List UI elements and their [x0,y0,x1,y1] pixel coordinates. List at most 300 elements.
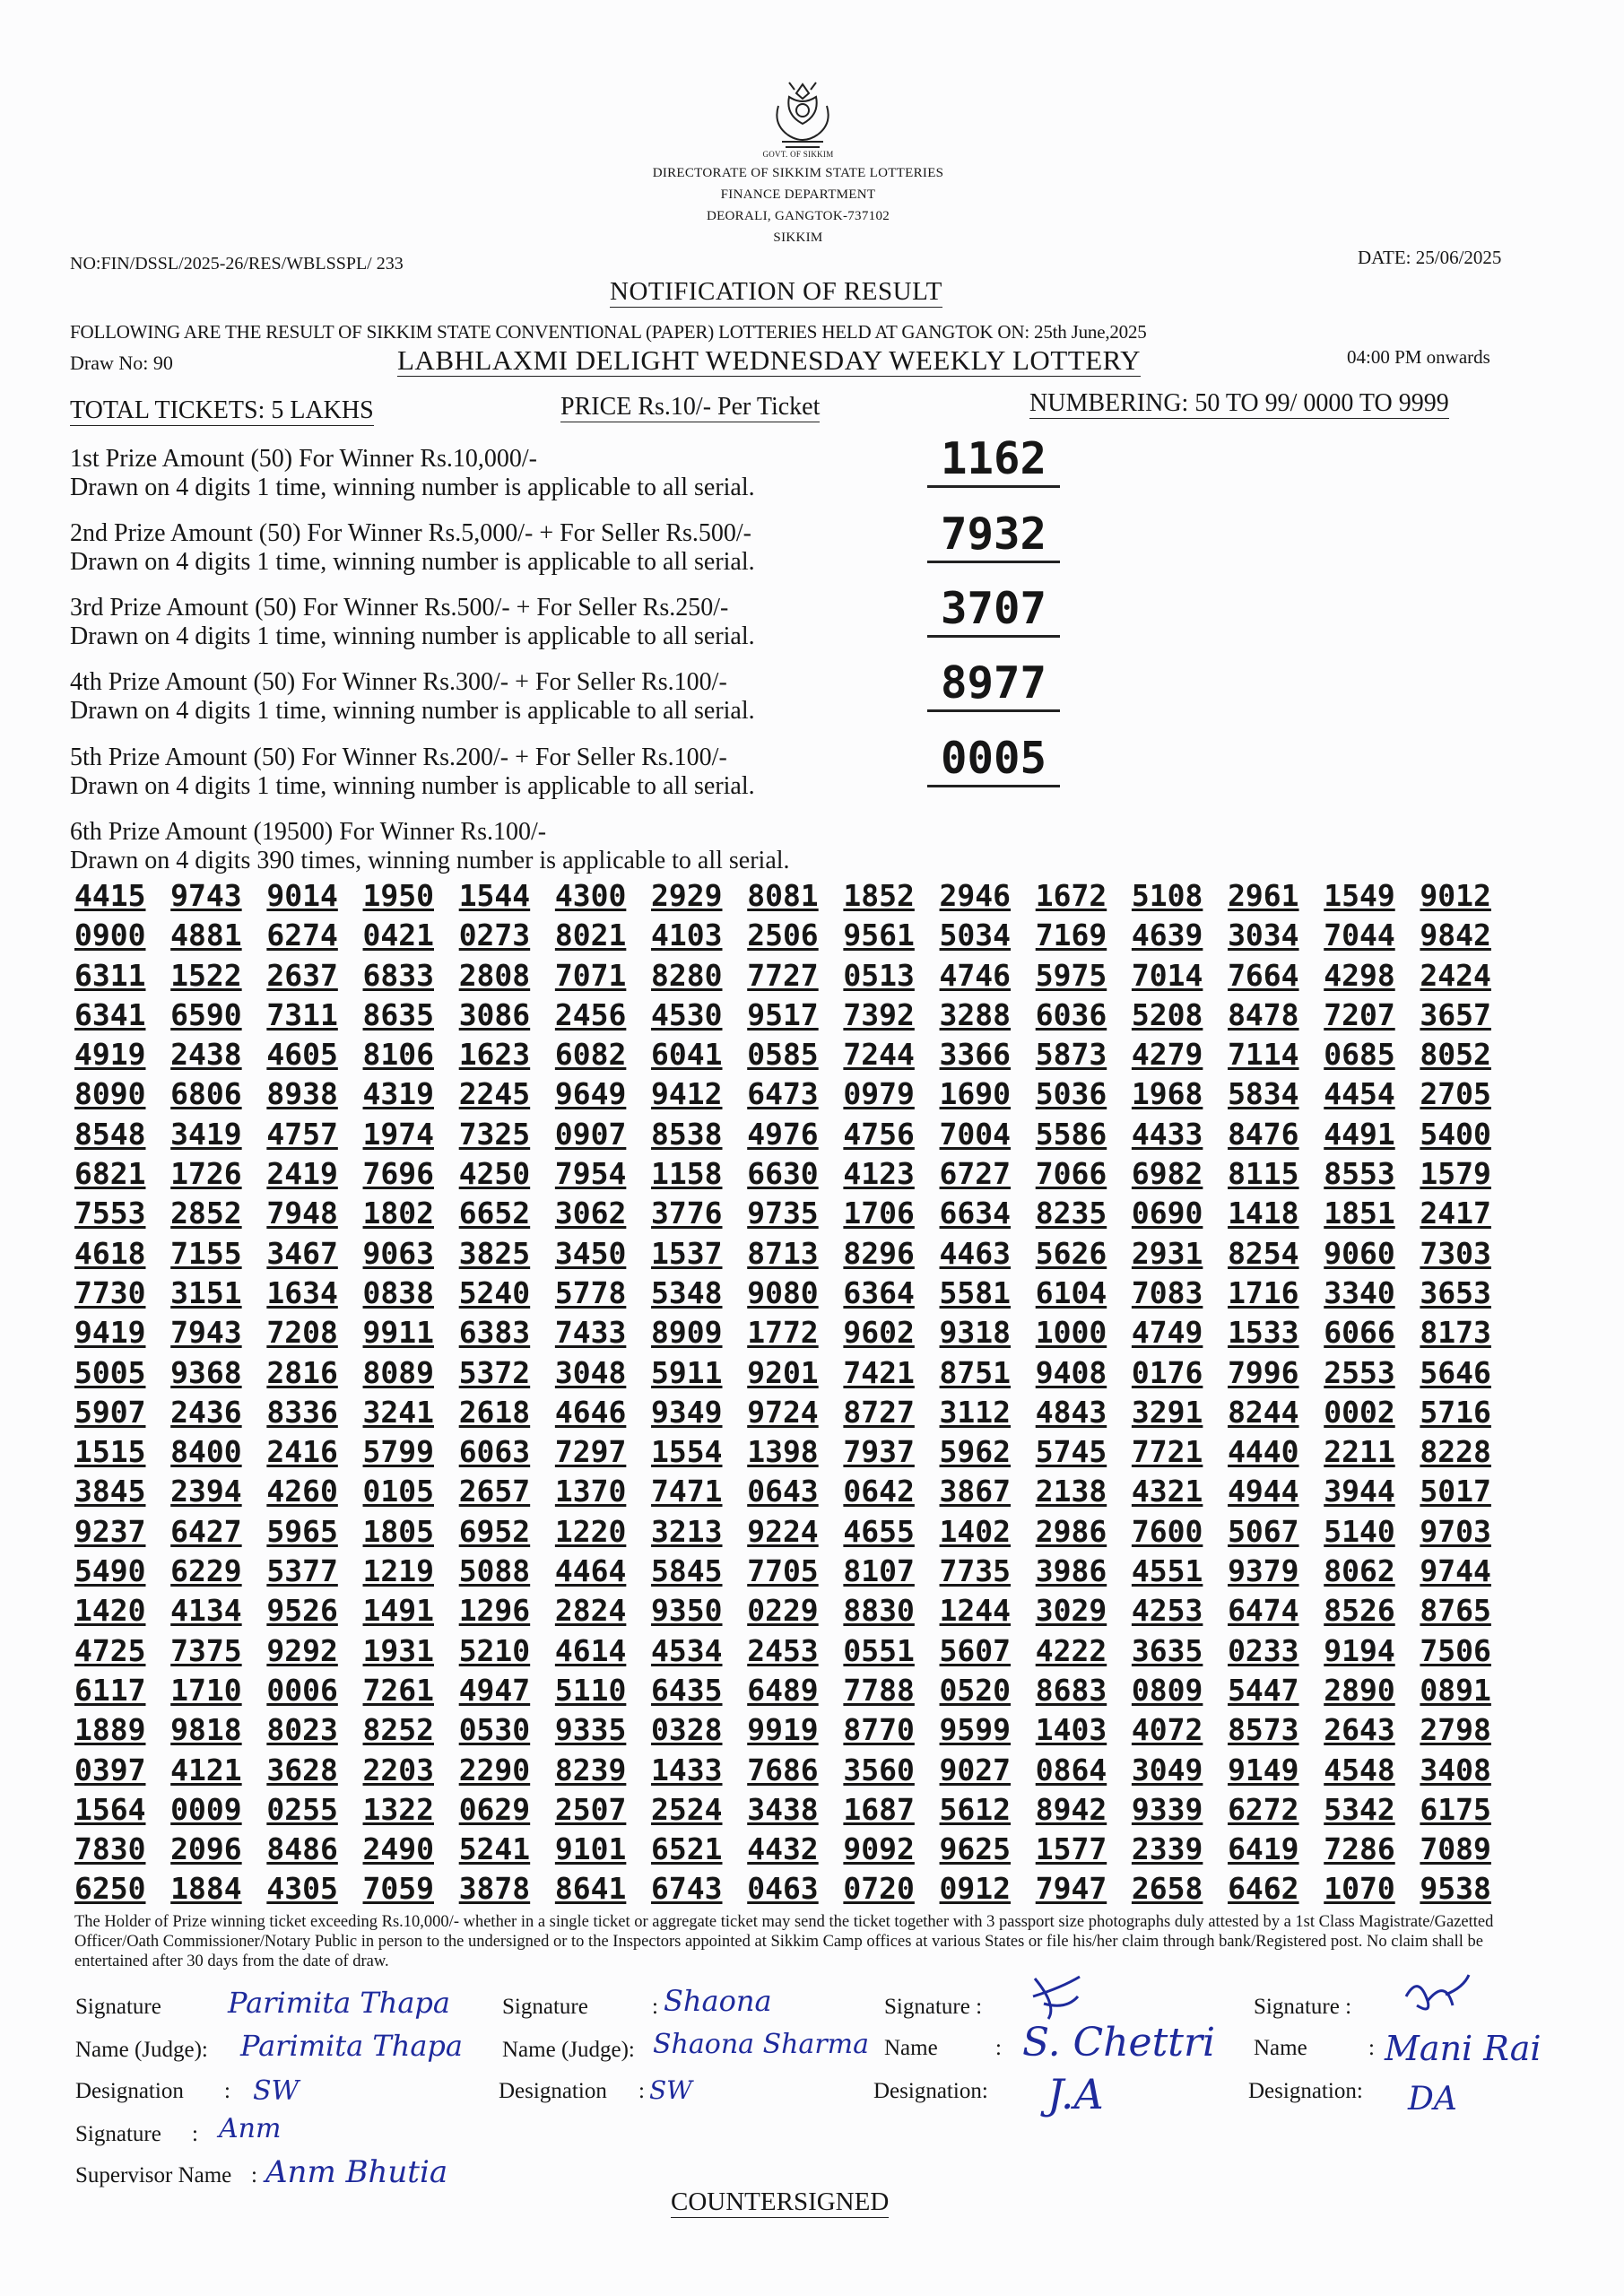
winning-number: 9292 [266,1632,338,1668]
winning-number: 6806 [170,1076,242,1112]
winning-number: 1634 [266,1274,338,1310]
winning-number: 6063 [458,1434,531,1470]
winning-number: 5447 [1228,1672,1299,1708]
prize-1-description: 1st Prize Amount (50) For Winner Rs.10,000/- Drawn on 4 digits 1 time, winning number is applicable to all serial. [70,445,755,501]
winning-number: 1974 [362,1116,434,1152]
winning-number: 0891 [1420,1672,1491,1708]
winning-number: 5208 [1131,996,1203,1032]
winning-number: 6473 [747,1076,819,1112]
winning-number: 2658 [1131,1871,1203,1907]
prize-4-description: 4th Prize Amount (50) For Winner Rs.300/- + For Seller Rs.100/- Drawn on 4 digits 1 time, winning number is applicable to all serial. [70,668,755,725]
winning-number: 0229 [747,1593,819,1629]
winning-number: 4253 [1131,1593,1203,1629]
winning-number: 0328 [651,1712,723,1748]
winning-number: 8228 [1420,1434,1491,1470]
winning-number: 9602 [843,1315,915,1351]
number-grid-row [74,1237,1491,1276]
number-grid-row [74,1554,1491,1594]
winning-number: 7261 [362,1672,434,1708]
winning-number: 2417 [1420,1196,1491,1231]
winning-number: 3560 [843,1752,915,1787]
winning-number: 1710 [170,1672,242,1708]
winning-number: 7705 [747,1553,819,1589]
winning-number: 1544 [458,878,531,913]
notification-date: DATE: 25/06/2025 [1358,247,1502,268]
winning-number: 6066 [1324,1315,1395,1351]
winning-number: 7553 [74,1196,146,1231]
winning-number: 8052 [1420,1037,1491,1073]
winning-number: 8081 [747,878,819,913]
winning-number: 0513 [843,957,915,993]
winning-number: 8641 [554,1871,627,1907]
header-govt: GOVT. OF SIKKIM [762,150,834,159]
winning-number: 1420 [74,1593,146,1629]
winning-number: 8254 [1228,1235,1299,1271]
winning-number: 1672 [1035,878,1107,913]
winning-number: 2290 [458,1752,531,1787]
winning-number: 9744 [1420,1553,1491,1589]
number-grid-row [74,1832,1491,1872]
winning-number: 5716 [1420,1394,1491,1430]
winning-number: 5036 [1035,1076,1107,1112]
number-grid-row [74,1038,1491,1077]
winning-number: 6419 [1228,1831,1299,1867]
winning-number: 1564 [74,1791,146,1827]
winning-number: 8021 [554,918,627,953]
winning-number: 0907 [554,1116,627,1152]
winning-number: 1889 [74,1712,146,1748]
winning-number: 6474 [1228,1593,1299,1629]
winning-number: 4749 [1131,1315,1203,1351]
winning-number: 7730 [74,1274,146,1310]
notification-title: NOTIFICATION OF RESULT [610,277,942,306]
winning-number: 5377 [266,1553,338,1589]
winning-number: 7207 [1324,996,1395,1032]
winning-number: 1515 [74,1434,146,1470]
winning-number: 3867 [939,1474,1012,1509]
number-grid-row [74,918,1491,958]
winning-number: 8239 [554,1752,627,1787]
number-grid-row [74,1077,1491,1117]
winning-number: 4250 [458,1156,531,1192]
number-grid-row [74,1356,1491,1396]
ticket-numbering: NUMBERING: 50 TO 99/ 0000 TO 9999 [1029,389,1449,417]
winning-number: 1884 [170,1871,242,1907]
winning-number: 3986 [1035,1553,1107,1589]
winning-number: 5845 [651,1553,723,1589]
number-grid-row [74,1753,1491,1793]
winning-number: 6435 [651,1672,723,1708]
header-directorate: DIRECTORATE OF SIKKIM STATE LOTTERIES [652,166,944,180]
winning-number: 3450 [554,1235,627,1271]
winning-number: 6982 [1131,1156,1203,1192]
winning-number: 4530 [651,996,723,1032]
winning-number: 3048 [554,1354,627,1390]
winning-number: 5581 [939,1274,1012,1310]
winning-number: 1549 [1324,878,1395,913]
winning-number: 8296 [843,1235,915,1271]
winning-number: 2890 [1324,1672,1395,1708]
signature-label-2: Signature [502,1995,588,2019]
winning-number: 4947 [458,1672,531,1708]
winning-number: 7996 [1228,1354,1299,1390]
winning-number: 5907 [74,1394,146,1430]
designation-colon-1: : [224,2079,230,2103]
winning-number: 1852 [843,878,915,913]
winning-number: 1950 [362,878,434,913]
winning-number: 7083 [1131,1274,1203,1310]
total-tickets: TOTAL TICKETS: 5 LAKHS [70,396,374,424]
winning-number: 7325 [458,1116,531,1152]
winning-number: 9335 [554,1712,627,1748]
prize-2-description: 2nd Prize Amount (50) For Winner Rs.5,000/- + For Seller Rs.500/- Drawn on 4 digits 1 time, winning number is applicable to all serial. [70,519,755,576]
winning-number: 3034 [1228,918,1299,953]
winning-number: 5342 [1324,1791,1395,1827]
prize-2-number: 7932 [927,509,1060,563]
winning-number: 8553 [1324,1156,1395,1192]
winning-number: 1690 [939,1076,1012,1112]
winning-number: 3029 [1035,1593,1107,1629]
winning-number: 8336 [266,1394,338,1430]
winning-number: 8526 [1324,1593,1395,1629]
winning-number: 0720 [843,1871,915,1907]
winning-number: 1522 [170,957,242,993]
reference-number: NO:FIN/DSSL/2025-26/RES/WBLSSPL/ 233 [70,254,404,274]
winning-number: 0009 [170,1791,242,1827]
winning-number: 8942 [1035,1791,1107,1827]
winning-number: 6821 [74,1156,146,1192]
winning-number: 4432 [747,1831,819,1867]
number-grid-row [74,1872,1491,1911]
winning-number: 9379 [1228,1553,1299,1589]
winning-number: 6952 [458,1513,531,1549]
number-grid-row [74,1474,1491,1514]
winning-number: 2816 [266,1354,338,1390]
winning-number: 5348 [651,1274,723,1310]
winning-number: 4919 [74,1037,146,1073]
judge-1-signature: Parimita Thapa [228,1986,450,2020]
winning-number: 5965 [266,1513,338,1549]
winning-number: 6104 [1035,1274,1107,1310]
winning-number: 9743 [170,878,242,913]
winning-number: 4072 [1131,1712,1203,1748]
winning-number: 7286 [1324,1831,1395,1867]
signature-label-4: Signature : [1254,1995,1352,2019]
winning-number: 7297 [554,1434,627,1470]
winning-number: 7948 [266,1196,338,1231]
number-grid-row [74,1674,1491,1713]
winning-number: 3288 [939,996,1012,1032]
winning-number: 8280 [651,957,723,993]
winning-number: 3366 [939,1037,1012,1073]
winning-number: 6630 [747,1156,819,1192]
winning-number: 8115 [1228,1156,1299,1192]
winning-number: 9080 [747,1274,819,1310]
designation-label-4: Designation: [1248,2079,1363,2103]
winning-number: 4605 [266,1037,338,1073]
number-grid-row [74,1515,1491,1554]
winning-number: 2929 [651,878,723,913]
winning-number: 9014 [266,878,338,913]
winning-number: 8830 [843,1593,915,1629]
winning-number: 0643 [747,1474,819,1509]
winning-number: 0520 [939,1672,1012,1708]
winning-number: 4548 [1324,1752,1395,1787]
winning-number: 7696 [362,1156,434,1192]
winning-number: 9599 [939,1712,1012,1748]
winning-number: 1772 [747,1315,819,1351]
winning-number: 7155 [170,1235,242,1271]
winning-number: 2339 [1131,1831,1203,1867]
winning-number: 3419 [170,1116,242,1152]
winning-number: 9060 [1324,1235,1395,1271]
winning-number: 0912 [939,1871,1012,1907]
number-grid-row [74,1396,1491,1435]
winning-number: 1802 [362,1196,434,1231]
winning-number: 9012 [1420,878,1491,913]
winning-number: 3086 [458,996,531,1032]
winning-number: 4321 [1131,1474,1203,1509]
winning-number: 9027 [939,1752,1012,1787]
winning-number: 4222 [1035,1632,1107,1668]
winning-number: 9237 [74,1513,146,1549]
winning-number: 6462 [1228,1871,1299,1907]
winning-number: 3291 [1131,1394,1203,1430]
winning-number: 2798 [1420,1712,1491,1748]
winning-number: 9368 [170,1354,242,1390]
winning-number: 1158 [651,1156,723,1192]
winning-number: 9350 [651,1593,723,1629]
winning-number: 6634 [939,1196,1012,1231]
winning-number: 8573 [1228,1712,1299,1748]
winning-number: 5975 [1035,957,1107,993]
winning-number: 5911 [651,1354,723,1390]
winning-number: 2211 [1324,1434,1395,1470]
winning-number: 0421 [362,918,434,953]
winning-number: 0176 [1131,1354,1203,1390]
winning-number: 9412 [651,1076,723,1112]
winning-number: 0838 [362,1274,434,1310]
winning-number: 4279 [1131,1037,1203,1073]
winning-number: 0463 [747,1871,819,1907]
winning-number: 7244 [843,1037,915,1073]
designation-label-1: Designation [75,2079,184,2103]
winning-number: 3878 [458,1871,531,1907]
winning-number: 5400 [1420,1116,1491,1152]
winning-number: 2946 [939,878,1012,913]
winning-number: 3467 [266,1235,338,1271]
number-grid-row [74,1793,1491,1832]
winning-number: 9526 [266,1593,338,1629]
winning-number: 0397 [74,1752,146,1787]
winning-number: 2824 [554,1593,627,1629]
supervisor-name-colon: : [251,2163,257,2187]
official-3-designation: J.A [1047,2070,1104,2118]
number-grid-row [74,1118,1491,1157]
winning-number: 8538 [651,1116,723,1152]
number-grid-row [74,879,1491,918]
name-colon-3: : [995,2036,1002,2060]
designation-label-3: Designation: [873,2079,988,2103]
winning-number: 1687 [843,1791,915,1827]
winning-number: 5873 [1035,1037,1107,1073]
number-grid-row [74,1435,1491,1474]
winning-number: 9517 [747,996,819,1032]
winning-number: 7169 [1035,918,1107,953]
winning-number: 8106 [362,1037,434,1073]
winning-number: 3340 [1324,1274,1395,1310]
winning-number: 5490 [74,1553,146,1589]
winning-number: 2245 [458,1076,531,1112]
winning-number: 6652 [458,1196,531,1231]
winning-number: 6250 [74,1871,146,1907]
winning-number: 4757 [266,1116,338,1152]
signature-label-supervisor: Signature [75,2122,161,2146]
official-4-name: Mani Rai [1385,2029,1541,2068]
winning-number: 4260 [266,1474,338,1509]
winning-number: 2096 [170,1831,242,1867]
winning-number: 8478 [1228,996,1299,1032]
winning-number: 6082 [554,1037,627,1073]
winning-number: 4491 [1324,1116,1395,1152]
name-judge-label-2: Name (Judge): [502,2038,635,2062]
winning-number: 4639 [1131,918,1203,953]
winning-number: 3049 [1131,1752,1203,1787]
winning-number: 1433 [651,1752,723,1787]
winning-number: 2456 [554,996,627,1032]
winning-number: 1726 [170,1156,242,1192]
winning-number: 2419 [266,1156,338,1192]
judge-2-signature: Shaona [664,1984,772,2018]
winning-number: 1533 [1228,1315,1299,1351]
judge-1-designation: SW [253,2075,300,2107]
winning-number: 1418 [1228,1196,1299,1231]
judge-1-name: Parimita Thapa [240,2029,463,2063]
designation-label-2: Designation [499,2079,607,2103]
winning-number: 0105 [362,1474,434,1509]
winning-number: 7506 [1420,1632,1491,1668]
winning-number: 9561 [843,918,915,953]
prize-3-description: 3rd Prize Amount (50) For Winner Rs.500/- + For Seller Rs.250/- Drawn on 4 digits 1 time, winning number is applicable to all serial. [70,594,755,650]
number-grid-row [74,1316,1491,1355]
winning-number: 8173 [1420,1315,1491,1351]
winning-number: 8909 [651,1315,723,1351]
winning-number: 3653 [1420,1274,1491,1310]
winning-number: 6274 [266,918,338,953]
winning-number: 7947 [1035,1871,1107,1907]
winning-number: 3213 [651,1513,723,1549]
winning-number: 2453 [747,1632,819,1668]
prize-4-number: 8977 [927,657,1060,712]
winning-number: 1968 [1131,1076,1203,1112]
winning-number: 0551 [843,1632,915,1668]
winning-number: 5834 [1228,1076,1299,1112]
winning-number: 4123 [843,1156,915,1192]
winning-number: 5210 [458,1632,531,1668]
winning-number: 4440 [1228,1434,1299,1470]
winning-number: 7208 [266,1315,338,1351]
winning-number: 9318 [939,1315,1012,1351]
winning-number: 1554 [651,1434,723,1470]
number-grid-row [74,1594,1491,1633]
winning-number: 3635 [1131,1632,1203,1668]
winning-number: 4464 [554,1553,627,1589]
winning-number: 8107 [843,1553,915,1589]
winning-number: 5372 [458,1354,531,1390]
signature-colon-supervisor: : [192,2122,198,2146]
winning-number: 8089 [362,1354,434,1390]
winning-number: 6175 [1420,1791,1491,1827]
number-grid-row [74,1634,1491,1674]
winning-number: 5745 [1035,1434,1107,1470]
winning-number: 9724 [747,1394,819,1430]
winning-number: 9842 [1420,918,1491,953]
winning-number: 1000 [1035,1315,1107,1351]
winning-number: 5140 [1324,1513,1395,1549]
winning-number: 1402 [939,1513,1012,1549]
winning-number: 6036 [1035,996,1107,1032]
winning-number: 9101 [554,1831,627,1867]
winning-number: 1577 [1035,1831,1107,1867]
winning-number: 7066 [1035,1156,1107,1192]
winning-number: 7311 [266,996,338,1032]
winning-number: 7788 [843,1672,915,1708]
winning-number: 3628 [266,1752,338,1787]
number-grid-row [74,1276,1491,1316]
winning-number: 1851 [1324,1196,1395,1231]
winning-number: 9201 [747,1354,819,1390]
winning-number: 9339 [1131,1791,1203,1827]
winning-number: 0255 [266,1791,338,1827]
winning-number: 8683 [1035,1672,1107,1708]
winning-number: 5607 [939,1632,1012,1668]
winning-number: 6427 [170,1513,242,1549]
winning-number: 0002 [1324,1394,1395,1430]
winning-number: 8713 [747,1235,819,1271]
winning-number: 3657 [1420,996,1491,1032]
winning-number: 8727 [843,1394,915,1430]
winning-number: 4655 [843,1513,915,1549]
ticket-price: PRICE Rs.10/- Per Ticket [560,393,821,421]
winning-number: 9149 [1228,1752,1299,1787]
winning-number: 4121 [170,1752,242,1787]
winning-number: 9911 [362,1315,434,1351]
winning-number: 5962 [939,1434,1012,1470]
prize-5-number: 0005 [927,733,1060,787]
winning-number: 6041 [651,1037,723,1073]
winning-number: 8548 [74,1116,146,1152]
header-address: DEORALI, GANGTOK-737102 [706,209,890,223]
winning-number: 7727 [747,957,819,993]
winning-number: 2618 [458,1394,531,1430]
winning-number: 5108 [1131,878,1203,913]
number-grid-row [74,1196,1491,1236]
winning-number: 7721 [1131,1434,1203,1470]
winning-number: 4976 [747,1116,819,1152]
winning-number: 6383 [458,1315,531,1351]
judge-2-name: Shaona Sharma [653,2029,869,2060]
winning-number: 2524 [651,1791,723,1827]
winning-number: 2808 [458,957,531,993]
winning-number: 0273 [458,918,531,953]
winning-number: 5646 [1420,1354,1491,1390]
winning-number: 4756 [843,1116,915,1152]
winning-number: 9625 [939,1831,1012,1867]
winning-number: 7303 [1420,1235,1491,1271]
winning-number: 7433 [554,1315,627,1351]
winning-number: 4305 [266,1871,338,1907]
winning-number: 5034 [939,918,1012,953]
